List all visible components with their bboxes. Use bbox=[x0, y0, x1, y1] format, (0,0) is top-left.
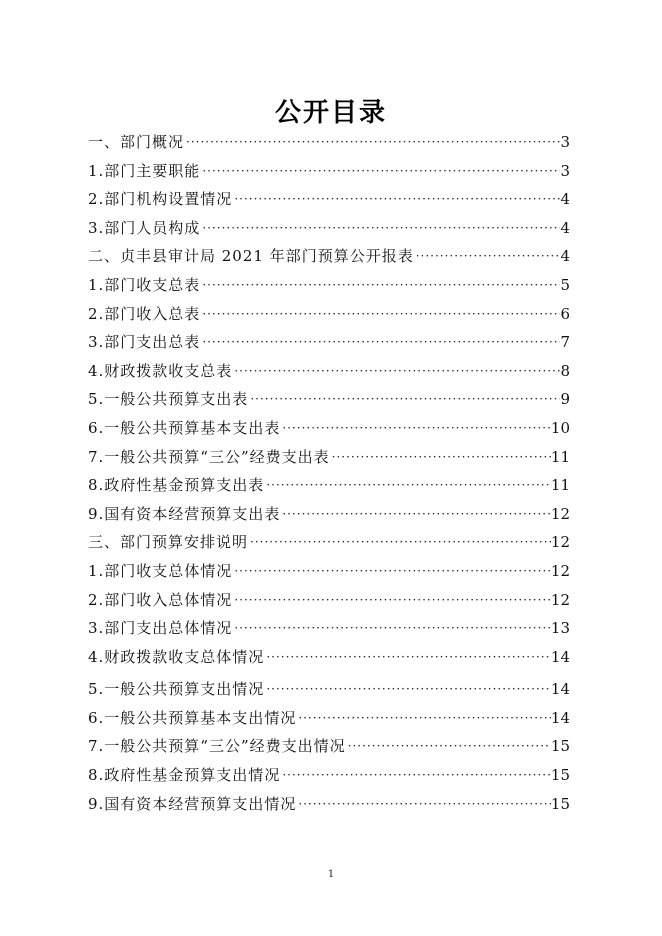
toc-entry[interactable] bbox=[88, 586, 570, 615]
toc-entry-page: 12 bbox=[550, 561, 570, 580]
toc-entry-page: 15 bbox=[550, 737, 570, 756]
toc-leader-dots bbox=[330, 443, 551, 472]
toc-entry[interactable] bbox=[88, 385, 570, 414]
toc-leader-dots bbox=[232, 185, 560, 214]
toc-entry[interactable] bbox=[88, 328, 570, 357]
toc-entry[interactable] bbox=[88, 500, 570, 529]
toc-entry-label: 9.国有资本经营预算支出表 bbox=[88, 504, 281, 523]
toc-entry-page: 14 bbox=[550, 680, 570, 699]
page-title: 公开目录 bbox=[274, 98, 387, 128]
toc-leader-dots bbox=[264, 643, 551, 672]
toc-entry[interactable] bbox=[88, 128, 570, 157]
toc-leader-dots bbox=[296, 704, 551, 733]
toc-entry[interactable] bbox=[88, 732, 570, 761]
toc-leader-dots bbox=[296, 790, 551, 819]
toc-entry-page: 4 bbox=[560, 247, 570, 266]
toc-entry[interactable] bbox=[88, 675, 570, 704]
toc-entry-label: 5.一般公共预算支出表 bbox=[88, 390, 249, 409]
toc-entry-label: 6.一般公共预算基本支出表 bbox=[88, 418, 281, 437]
toc-entry-label: 3.部门支出总表 bbox=[88, 333, 201, 352]
toc-leader-dots bbox=[264, 471, 551, 500]
toc-entry-label: 1.部门主要职能 bbox=[88, 161, 201, 180]
toc-leader-dots bbox=[200, 328, 560, 357]
toc-entry-label: 一、部门概况 bbox=[88, 133, 185, 151]
toc-entry-page: 9 bbox=[560, 390, 570, 409]
toc-leader-dots bbox=[200, 300, 560, 329]
toc-entry-label: 1.部门收支总表 bbox=[88, 275, 201, 294]
toc-entry[interactable] bbox=[88, 157, 570, 186]
table-of-contents bbox=[88, 128, 570, 818]
toc-leader-dots bbox=[346, 732, 551, 761]
toc-entry-label: 7.一般公共预算“三公”经费支出表 bbox=[88, 447, 330, 466]
toc-entry[interactable] bbox=[88, 614, 570, 643]
toc-entry-label: 8.政府性基金预算支出情况 bbox=[88, 766, 281, 785]
toc-leader-dots bbox=[264, 675, 551, 704]
toc-entry-label: 3.部门人员构成 bbox=[88, 218, 201, 237]
toc-leader-dots bbox=[414, 242, 561, 271]
toc-entry-label: 三、部门预算安排说明 bbox=[88, 533, 249, 552]
toc-entry-page: 14 bbox=[550, 708, 570, 727]
toc-entry-label: 2.部门机构设置情况 bbox=[88, 190, 233, 209]
toc-entry-page: 12 bbox=[550, 590, 570, 609]
toc-entry[interactable] bbox=[88, 214, 570, 243]
toc-entry-page: 4 bbox=[560, 190, 570, 209]
toc-entry[interactable] bbox=[88, 704, 570, 733]
toc-entry-page: 7 bbox=[560, 333, 570, 352]
toc-entry-label: 1.部门收支总体情况 bbox=[88, 561, 233, 580]
toc-entry-label: 9.国有资本经营预算支出情况 bbox=[88, 794, 297, 813]
toc-entry[interactable] bbox=[88, 443, 570, 472]
toc-entry-page: 15 bbox=[550, 794, 570, 813]
toc-entry-page: 13 bbox=[550, 619, 570, 638]
toc-entry[interactable] bbox=[88, 528, 570, 557]
toc-entry-page: 5 bbox=[560, 275, 570, 294]
toc-entry[interactable] bbox=[88, 300, 570, 329]
toc-entry-page: 3 bbox=[560, 133, 570, 151]
toc-entry-page: 11 bbox=[550, 476, 570, 495]
toc-leader-dots bbox=[232, 586, 551, 615]
toc-leader-dots bbox=[200, 157, 560, 186]
toc-entry-page: 3 bbox=[560, 161, 570, 180]
toc-leader-dots bbox=[248, 528, 551, 557]
toc-entry-label: 2.部门收入总表 bbox=[88, 304, 201, 323]
toc-entry[interactable] bbox=[88, 790, 570, 819]
page-number: 1 bbox=[327, 869, 335, 880]
toc-leader-dots bbox=[200, 271, 560, 300]
toc-entry[interactable] bbox=[88, 271, 570, 300]
toc-entry-page: 6 bbox=[560, 304, 570, 323]
toc-leader-dots bbox=[232, 357, 560, 386]
toc-entry-label: 5.一般公共预算支出情况 bbox=[88, 680, 265, 699]
toc-entry-page: 12 bbox=[550, 504, 570, 523]
toc-entry[interactable] bbox=[88, 185, 570, 214]
toc-entry-page: 12 bbox=[550, 533, 570, 552]
toc-leader-dots bbox=[280, 500, 551, 529]
toc-entry[interactable] bbox=[88, 414, 570, 443]
toc-entry-label: 3.部门支出总体情况 bbox=[88, 619, 233, 638]
toc-entry-label: 二、贞丰县审计局 2021 年部门预算公开报表 bbox=[88, 247, 414, 266]
toc-entry-label: 4.财政拨款收支总体情况 bbox=[88, 647, 265, 666]
toc-entry-label: 2.部门收入总体情况 bbox=[88, 590, 233, 609]
toc-leader-dots bbox=[232, 557, 551, 586]
toc-entry-label: 6.一般公共预算基本支出情况 bbox=[88, 708, 297, 727]
toc-entry-label: 4.财政拨款收支总表 bbox=[88, 361, 233, 380]
toc-leader-dots bbox=[280, 761, 551, 790]
toc-entry[interactable] bbox=[88, 557, 570, 586]
toc-entry-page: 15 bbox=[550, 766, 570, 785]
toc-leader-dots bbox=[184, 128, 560, 157]
toc-entry-label: 8.政府性基金预算支出表 bbox=[88, 476, 265, 495]
toc-entry[interactable] bbox=[88, 357, 570, 386]
toc-entry-page: 10 bbox=[550, 418, 570, 437]
toc-leader-dots bbox=[200, 214, 560, 243]
toc-entry-page: 14 bbox=[550, 647, 570, 666]
toc-entry[interactable] bbox=[88, 761, 570, 790]
toc-entry-page: 11 bbox=[550, 447, 570, 466]
toc-entry[interactable] bbox=[88, 643, 570, 672]
toc-entry-page: 4 bbox=[560, 218, 570, 237]
toc-leader-dots bbox=[248, 385, 560, 414]
toc-entry[interactable] bbox=[88, 242, 570, 271]
toc-entry-page: 8 bbox=[560, 361, 570, 380]
toc-leader-dots bbox=[280, 414, 551, 443]
toc-entry[interactable] bbox=[88, 471, 570, 500]
toc-entry-label: 7.一般公共预算“三公”经费支出情况 bbox=[88, 737, 346, 756]
toc-leader-dots bbox=[232, 614, 551, 643]
